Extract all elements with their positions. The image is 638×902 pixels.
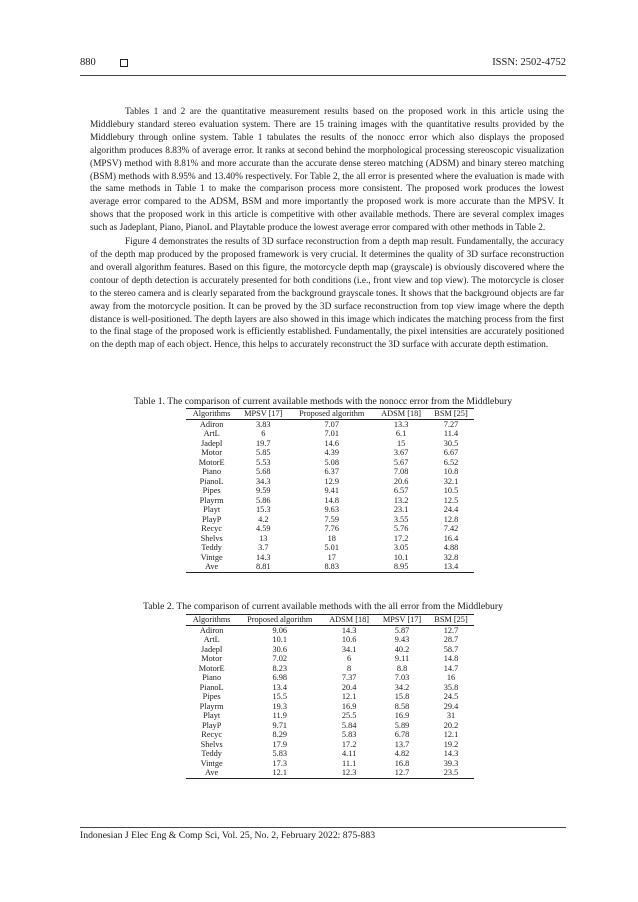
table2-cell: 19.2 [443, 739, 459, 749]
paragraph-2: Figure 4 demonstrates the results of 3D surface reconstruction from a depth map result. Fundamentally, the accuracy of the depth map produced by the proposed framework is very crucial. It determines the quality of 3D surface reconstruction and overall algorithm features. Based on this figure, the motorcycle depth map (grayscale) is obviously discovered where the contour of depth detection is accurately presented for both conditions (i.e., front view and top view). The motorcycle is closer to the stereo camera and is clearly separated from the background grayscale tones. It shows that the background objects are far away from the motorcycle position. It can be proved by the 3D surface reconstruction from top view image where the depth distance is well-positioned. The depth layers are also showed in this image which indicates the matching process from the first to the final stage of the proposed work is efficiently established. Fundamentally, the pixel intensities are accurately positioned on the depth map of each object. Hence, this helps to accurately reconstruct the 3D surface with accurate depth estimation. [90, 237, 564, 351]
table1-cell: 8.81 [237, 562, 289, 572]
table1-cell: 30.5 [443, 438, 459, 448]
table1-cell: 15.3 [256, 505, 271, 514]
table1-cell: 24.4 [443, 505, 459, 514]
table1-row [186, 458, 474, 468]
table2-row [186, 749, 474, 759]
table2-cell: 5.83 [272, 749, 288, 758]
table2-cell: 4.82 [394, 749, 410, 758]
table2-body [186, 625, 474, 778]
table1-cell: Playrm [199, 495, 224, 505]
table1-row [186, 486, 474, 496]
table2-row [186, 759, 474, 769]
table2-cell: 15.8 [394, 692, 410, 701]
table1-row [186, 524, 474, 534]
table2-cell: 31 [446, 711, 456, 720]
table1-cell: 4.2 [258, 514, 269, 524]
table1-row [186, 439, 474, 449]
paragraph-1: Tables 1 and 2 are the quantitative measurement results based on the proposed work in this article using the Middlebury standard stereo evaluation system. There are 15 training images with the quantitative results provided by the Middlebury through online system. Table 1 tabulates the results of the nonocc error which also displays the proposed algorithm produces 8.83% of average error. It ranks at second behind the morphological processing stereoscopic visualization (MPSV) method with 8.81% and more accurate than the accurate dense stereo matching (ADSM) and binary stereo matching (BSM) methods with 8.95% and 13.40% respectively. For Table 2, the all error is presented where the evaluation is made with the same methods in Table 1 to make the comparison process more consistent. The proposed work produces the lowest average error compared to the ADSM, BSM and more importantly the proposed work is more accurate than the MPSV. It shows that the proposed work in this article is competitive with other available methods. There are several complex images such as Jadeplant, Piano, PianoL and Playtable produce the lowest average error compared with other methods in Table 2. [90, 107, 564, 234]
table1-cell: 5.85 [256, 448, 271, 457]
table2-cell: 16.9 [394, 711, 410, 720]
table1-cell: Teddy [201, 543, 222, 552]
table2-cell: 17.3 [272, 758, 288, 768]
table1-cell: 5.08 [324, 457, 339, 467]
table1-cell: 14.8 [324, 495, 339, 505]
table2-cell: 29.4 [443, 701, 459, 711]
page-header [80, 57, 566, 73]
footer-citation: Indonesian J Elec Eng & Comp Sci, Vol. 25, No. 2, February 2022: 875-883 [80, 830, 376, 841]
table1-cell: 6.57 [393, 486, 409, 495]
table1-cell: MotorE [198, 457, 225, 467]
table2-cell: MotorE [198, 663, 225, 673]
table2-cell: 17.2 [341, 739, 357, 749]
table1-row [186, 448, 474, 458]
table2-cell: 5.83 [341, 730, 357, 739]
table2-cell: 19.3 [272, 701, 288, 711]
table1-cell: Jadepl [201, 438, 223, 448]
table1-caption: Table 1. The comparison of current available methods with the nonocc error from the Middlebury [133, 396, 513, 407]
table1-row [186, 515, 474, 525]
table2-cell: Adiron [199, 625, 224, 635]
table2-row [186, 740, 474, 750]
table1-cell: 5.68 [256, 467, 271, 476]
table1-row [186, 467, 474, 477]
table2-row [186, 654, 474, 664]
table2-cell: 11.9 [272, 711, 287, 720]
table2-cell: 24.5 [443, 692, 459, 701]
table1-cell: Playt [203, 505, 221, 514]
table2-cell: PianoL [199, 682, 224, 692]
table2-cell: PlayP [201, 720, 222, 730]
table1-cell: Recyc [201, 524, 223, 533]
table1-col-header: BSM [25] [428, 409, 474, 420]
table1-cell: 8.95 [374, 562, 428, 572]
table1-header-row [186, 409, 474, 420]
table1-cell: 13.4 [428, 562, 474, 572]
table2-cell: 9.71 [272, 720, 288, 730]
table2-cell: Shelvs [200, 739, 223, 749]
table2-cell: 16.9 [341, 701, 357, 711]
table1-cell: 5.76 [393, 524, 409, 533]
table1-cell: 18 [327, 533, 336, 543]
table2-cell: 8.29 [272, 730, 288, 739]
table1-body [186, 419, 474, 572]
table2-cell: 10.1 [272, 635, 288, 644]
table2-cell: Pipes [202, 692, 221, 701]
table2-cell: 23.5 [428, 768, 474, 778]
table2-cell: Playt [203, 711, 221, 720]
table2-cell: 16 [446, 673, 456, 682]
table1-cell: 6.67 [443, 448, 459, 457]
table1-row [186, 543, 474, 553]
table2-cell: 12.7 [376, 768, 428, 778]
table1-cell: 3.7 [258, 543, 269, 552]
table1-cell: 4.39 [324, 448, 339, 457]
table2-cell: Recyc [201, 730, 223, 739]
table1-col-header: Algorithms [186, 409, 237, 420]
table2-cell: 8.23 [272, 663, 288, 673]
table1-cell: Vintge [200, 552, 223, 562]
table1-cell: 32.1 [443, 476, 459, 486]
table1-cell: 11.4 [443, 429, 459, 438]
table2-cell: 13.4 [272, 682, 288, 692]
table1-cell: 23.1 [393, 505, 409, 514]
table2-cell: 5.89 [394, 720, 410, 730]
table2-row [186, 673, 474, 683]
table2-cell: 5.84 [341, 720, 357, 730]
table2-cell: 58.7 [443, 644, 459, 654]
table2-cell: 35.8 [443, 682, 459, 692]
table1-cell: 7.27 [443, 419, 459, 429]
table1-cell: 14.6 [324, 438, 339, 448]
table1-cell: 3.05 [393, 543, 409, 552]
table2-cell: 20.4 [341, 682, 357, 692]
table1-cell: 34.3 [256, 476, 271, 486]
table1-cell: ArtL [203, 429, 220, 438]
table1-cell: Ave [186, 562, 237, 572]
table1-cell: 5.53 [256, 457, 271, 467]
table2-cell: 12.1 [237, 768, 322, 778]
table2-cell: Jadepl [201, 644, 223, 654]
table2-cell: 28.7 [443, 635, 459, 644]
table2-cell: 14.3 [443, 749, 459, 758]
table1-cell: 17.2 [393, 533, 409, 543]
table2-row [186, 730, 474, 740]
table1-cell: Piano [202, 467, 222, 476]
table1-cell: PianoL [199, 476, 224, 486]
table2-cell: 7.02 [272, 654, 288, 663]
table2-cell: 25.5 [341, 711, 357, 720]
table1-cell: Adiron [199, 419, 224, 429]
table2-row [186, 692, 474, 702]
table2-col-header: ADSM [18] [322, 615, 376, 626]
table2-cell: 30.6 [272, 644, 288, 654]
table2-cell: 12.1 [443, 730, 459, 739]
table2-cell: 12.7 [443, 625, 459, 635]
table2 [186, 614, 474, 779]
table2-cell: 10.6 [341, 635, 357, 644]
table2-cell: Ave [186, 768, 237, 778]
table2-cell: 14.3 [341, 625, 357, 635]
table1-row [186, 553, 474, 563]
table1-cell: 20.6 [393, 476, 409, 486]
table2-cell: 14.8 [443, 654, 459, 663]
table2-col-header: MPSV [17] [376, 615, 428, 626]
table1-cell: 32.8 [443, 552, 459, 562]
table1-cell: 4.59 [256, 524, 271, 533]
table1-cell: 3.67 [393, 448, 409, 457]
table1-cell: 7.07 [324, 419, 339, 429]
table2-cell: 8.58 [394, 701, 410, 711]
table1-row [186, 419, 474, 429]
table2-cell: 5.87 [394, 625, 410, 635]
table1-cell: Shelvs [200, 533, 223, 543]
table2-cell: 9.06 [272, 625, 288, 635]
body-text [90, 106, 564, 353]
table2-cell: 7.37 [341, 673, 357, 682]
table2-cell: Motor [201, 654, 223, 663]
table2-row [186, 664, 474, 674]
table2-cell: 7.03 [394, 673, 410, 682]
table2-cell: 12.3 [322, 768, 376, 778]
table2-caption: Table 2. The comparison of current available methods with the all error from the Middlebury [143, 601, 503, 612]
table1-row [186, 477, 474, 487]
table1-cell: 17 [327, 552, 336, 562]
table1-cell: PlayP [201, 514, 222, 524]
table2-row [186, 683, 474, 693]
table1-cell: 16.4 [443, 533, 459, 543]
table1-row [186, 496, 474, 506]
table1 [186, 408, 474, 573]
table2-row [186, 625, 474, 635]
table1-cell: 8.83 [289, 562, 374, 572]
table1-cell: Motor [201, 448, 223, 457]
table1-cell: 10.1 [393, 552, 409, 562]
table1-cell: 7.59 [324, 514, 339, 524]
table1-cell: 19.7 [256, 438, 271, 448]
table1-row [186, 534, 474, 544]
table1-cell: 9.41 [324, 486, 339, 495]
table1-row [186, 505, 474, 515]
table1-cell: 13 [259, 533, 268, 543]
header-divider [80, 75, 566, 76]
table2-cell: 40.2 [394, 644, 410, 654]
table1-cell: 7.76 [324, 524, 339, 533]
table2-row [186, 711, 474, 721]
table1-cell: 10.5 [443, 486, 459, 495]
table2-row [186, 702, 474, 712]
square-icon [120, 59, 128, 67]
table1-cell: 7.01 [324, 429, 339, 438]
table2-cell: 6 [347, 654, 352, 663]
table1-row [186, 562, 474, 572]
table2-cell: 15.5 [272, 692, 288, 701]
table1-col-header: ADSM [18] [374, 409, 428, 420]
table2-cell: 9.11 [394, 654, 410, 663]
table2-cell: Teddy [201, 749, 222, 758]
table2-cell: Playrm [199, 701, 224, 711]
table2-cell: 13.7 [394, 739, 410, 749]
table1-cell: 10.8 [443, 467, 459, 476]
table2-row [186, 768, 474, 778]
table2-cell: ArtL [203, 635, 220, 644]
table2-cell: 4.11 [342, 749, 357, 758]
table1-row [186, 429, 474, 439]
table1-cell: 12.9 [324, 476, 339, 486]
table1-cell: 3.55 [393, 514, 409, 524]
table2-cell: 8.8 [396, 663, 408, 673]
table2-cell: Piano [202, 673, 222, 682]
table2-cell: 9.43 [394, 635, 410, 644]
table1-cell: 6.52 [443, 457, 459, 467]
table1-col-header: MPSV [17] [237, 409, 289, 420]
table1-cell: 3.83 [256, 419, 271, 429]
table1-cell: 9.59 [256, 486, 271, 495]
table2-header-row [186, 615, 474, 626]
table2-cell: 39.3 [443, 758, 459, 768]
table2-cell: 17.9 [272, 739, 288, 749]
issn: ISSN: 2502-4752 [492, 57, 566, 68]
table2-cell: Vintge [200, 758, 223, 768]
table1-cell: 12.8 [443, 514, 459, 524]
table2-cell: 16.8 [394, 758, 410, 768]
table2-cell: 20.2 [443, 720, 459, 730]
table1-cell: 6.1 [395, 429, 407, 438]
table1-cell: 14.3 [256, 552, 271, 562]
table1-cell: 6 [261, 429, 266, 438]
table1-cell: 6.37 [324, 467, 339, 476]
table1-cell: 13.2 [393, 495, 409, 505]
table1-cell: 9.63 [324, 505, 339, 514]
table2-cell: 14.7 [443, 663, 459, 673]
table1-cell: 7.42 [443, 524, 459, 533]
table2-row [186, 721, 474, 731]
table1-cell: 13.3 [393, 419, 409, 429]
table1-cell: 4.88 [443, 543, 459, 552]
footer-divider [80, 827, 566, 828]
table1-cell: 15 [396, 438, 406, 448]
table2-col-header: BSM [25] [428, 615, 474, 626]
table2-cell: 12.1 [341, 692, 357, 701]
table1-col-header: Proposed algorithm [289, 409, 374, 420]
table1-cell: 5.86 [256, 495, 271, 505]
table2-cell: 6.78 [394, 730, 410, 739]
table1-cell: Pipes [202, 486, 221, 495]
table2-cell: 34.2 [394, 682, 410, 692]
table2-col-header: Proposed algorithm [237, 615, 322, 626]
table1-cell: 12.5 [443, 495, 459, 505]
table2-cell: 11.1 [342, 758, 357, 768]
table1-cell: 5.01 [324, 543, 339, 552]
page-number: 880 [80, 57, 96, 68]
table2-row [186, 645, 474, 655]
table2-row [186, 635, 474, 645]
table2-cell: 6.98 [272, 673, 288, 682]
table2-col-header: Algorithms [186, 615, 237, 626]
table2-cell: 34.1 [341, 644, 357, 654]
table2-cell: 8 [347, 663, 352, 673]
table1-cell: 5.67 [393, 457, 409, 467]
table1-cell: 7.08 [393, 467, 409, 476]
